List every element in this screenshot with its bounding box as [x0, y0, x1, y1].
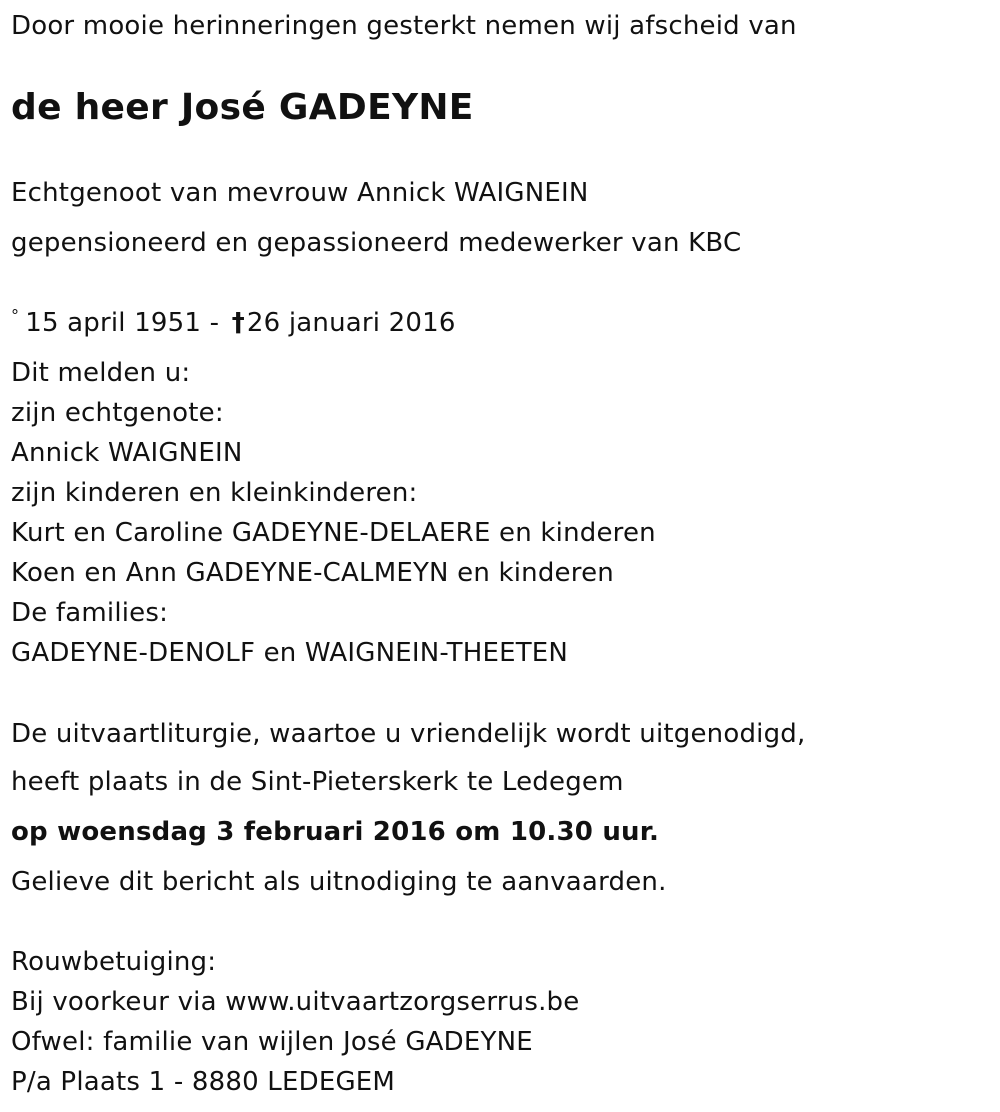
spouse-name: Annick WAIGNEIN — [11, 438, 243, 468]
children-label: zijn kinderen en kleinkinderen: — [11, 478, 418, 508]
invitation-note: Gelieve dit bericht als uitnodiging te aanvaarden. — [11, 867, 667, 897]
birth-symbol: ° — [11, 306, 20, 325]
death-date: 26 januari 2016 — [246, 308, 456, 338]
child-family-1: Kurt en Caroline GADEYNE-DELAERE en kinderen — [11, 518, 656, 548]
child-family-2: Koen en Ann GADEYNE-CALMEYN en kinderen — [11, 558, 614, 588]
condolences-heading: Rouwbetuiging: — [11, 947, 217, 977]
ceremony-line-2: heeft plaats in de Sint-Pieterskerk te Ledegem — [11, 767, 624, 797]
cross-icon: † — [231, 308, 245, 338]
birth-date: 15 april 1951 — [25, 308, 202, 338]
family-heading: Dit melden u: — [11, 358, 191, 388]
families-names: GADEYNE-DENOLF en WAIGNEIN-THEETEN — [11, 638, 569, 668]
spouse-label: zijn echtgenote: — [11, 398, 224, 428]
deceased-name: de heer José GADEYNE — [11, 87, 474, 128]
condolences-address: P/a Plaats 1 - 8880 LEDEGEM — [11, 1067, 396, 1097]
occupation-line: gepensioneerd en gepassioneerd medewerker van KBC — [11, 228, 742, 258]
condolences-postal-label: Ofwel: familie van wijlen José GADEYNE — [11, 1027, 533, 1057]
spouse-line: Echtgenoot van mevrouw Annick WAIGNEIN — [11, 178, 589, 208]
families-label: De families: — [11, 598, 169, 628]
life-dates — [11, 307, 456, 342]
date-separator: - — [209, 308, 220, 338]
condolences-online: Bij voorkeur via www.uitvaartzorgserrus.be — [11, 987, 580, 1017]
intro-text: Door mooie herinneringen gesterkt nemen wij afscheid van — [11, 11, 797, 41]
ceremony-datetime: op woensdag 3 februari 2016 om 10.30 uur. — [11, 817, 660, 847]
ceremony-line-1: De uitvaartliturgie, waartoe u vriendelijk wordt uitgenodigd, — [11, 719, 806, 749]
